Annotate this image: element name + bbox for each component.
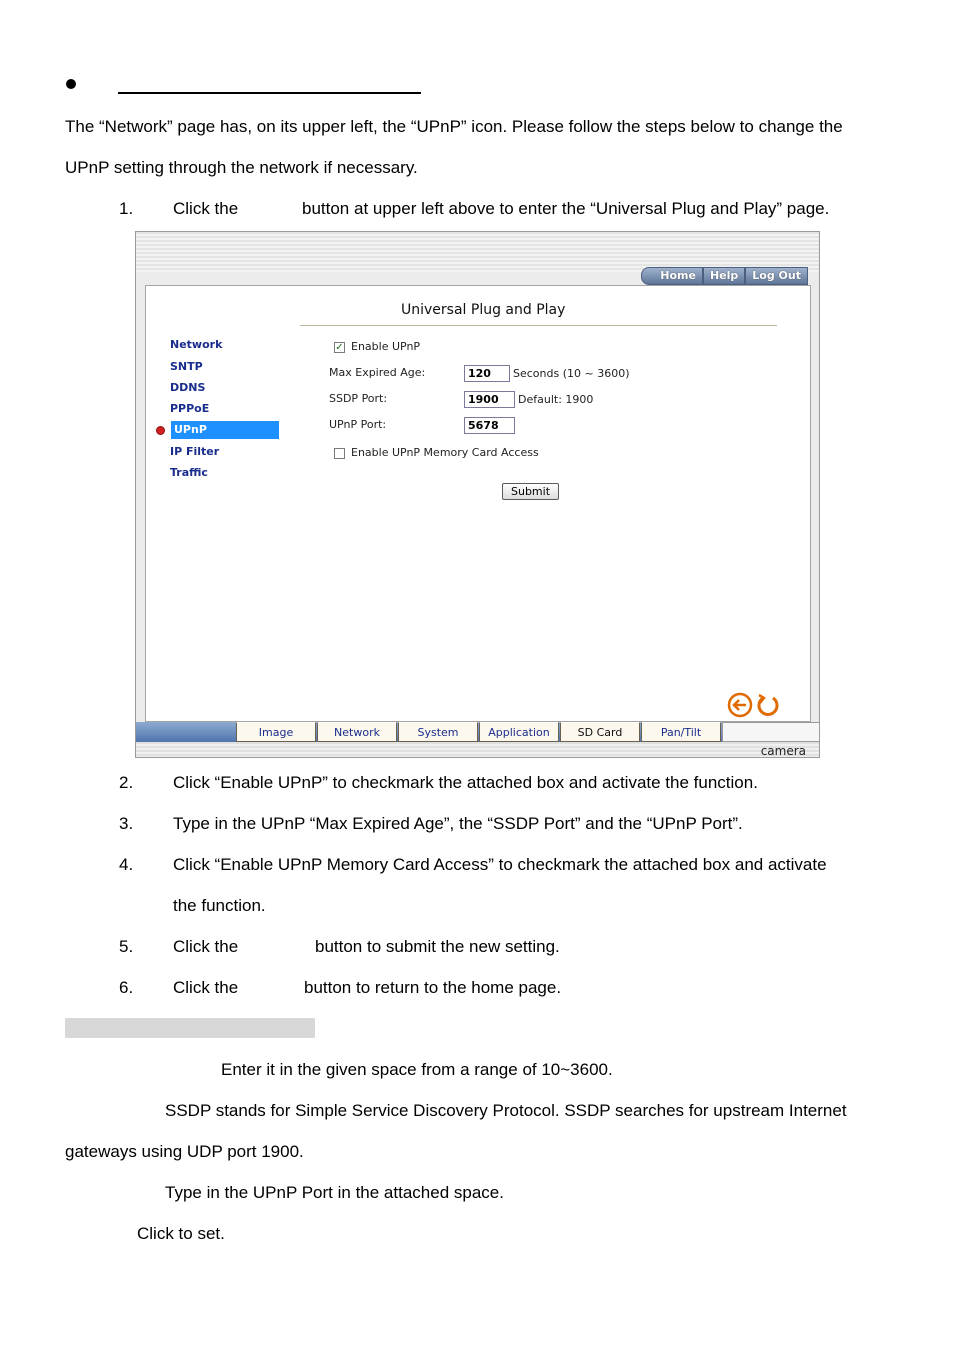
section-title-underline <box>118 92 421 94</box>
upnp-port-input[interactable]: 5678 <box>464 417 515 434</box>
step-1-number: 1. <box>119 199 134 218</box>
step-4-text-cont: the function. <box>173 896 266 915</box>
step-2-text: Click “Enable UPnP” to checkmark the attached box and activate the function. <box>173 773 758 792</box>
title-divider <box>300 325 777 326</box>
sidebar-item-upnp[interactable]: UPnP <box>171 421 279 439</box>
tab-sd-card[interactable]: SD Card <box>560 722 640 742</box>
sidebar-item-ddns[interactable]: DDNS <box>170 381 206 394</box>
step-5-after: button to submit the new setting. <box>315 937 560 956</box>
step-6-after: button to return to the home page. <box>304 978 562 997</box>
max-age-hint: Seconds (10 ~ 3600) <box>513 367 630 380</box>
max-age-description: Enter it in the given space from a range of 10~3600. <box>221 1060 613 1079</box>
back-arrow-icon[interactable] <box>727 692 753 718</box>
section-heading-bar <box>65 1018 315 1038</box>
ssdp-description-1: SSDP stands for Simple Service Discovery Protocol. SSDP searches for upstream Internet <box>165 1101 847 1120</box>
ssdp-port-label: SSDP Port: <box>329 392 388 405</box>
selected-indicator-icon <box>156 426 165 435</box>
tab-system[interactable]: System <box>398 722 478 742</box>
sidebar-item-network[interactable]: Network <box>170 338 223 351</box>
brand-label: camera <box>760 744 806 758</box>
submit-button[interactable]: Submit <box>502 483 559 500</box>
submit-description: Click to set. <box>137 1224 225 1243</box>
memory-card-checkbox[interactable] <box>334 448 345 459</box>
home-button[interactable]: Home <box>641 267 703 285</box>
step-4-text: Click “Enable UPnP Memory Card Access” to checkmark the attached box and activate <box>173 855 827 874</box>
sidebar-item-ip-filter[interactable]: IP Filter <box>170 445 220 458</box>
memory-card-label: Enable UPnP Memory Card Access <box>351 446 539 459</box>
tab-network[interactable]: Network <box>317 722 397 742</box>
upnp-port-description: Type in the UPnP Port in the attached space. <box>165 1183 504 1202</box>
page-title: Universal Plug and Play <box>401 302 566 318</box>
ssdp-port-input[interactable]: 1900 <box>464 391 515 408</box>
sidebar-item-sntp[interactable]: SNTP <box>170 360 203 373</box>
upnp-port-label: UPnP Port: <box>329 418 387 431</box>
step-6-before: Click the <box>173 978 239 997</box>
step-4-number: 4. <box>119 855 134 874</box>
bottom-tabs <box>236 722 820 742</box>
upnp-screenshot <box>135 231 820 758</box>
sidebar-item-pppoe[interactable]: PPPoE <box>170 402 210 415</box>
help-button[interactable]: Help <box>703 267 745 285</box>
intro-line-1: The “Network” page has, on its upper left, the “UPnP” icon. Please follow the steps below to change the <box>65 117 843 136</box>
content-panel <box>145 285 811 722</box>
sidebar-item-traffic[interactable]: Traffic <box>170 466 208 479</box>
max-age-label: Max Expired Age: <box>329 366 426 379</box>
step-5-number: 5. <box>119 937 134 956</box>
step-1-before: Click the <box>173 199 239 218</box>
ssdp-description-2: gateways using UDP port 1900. <box>65 1142 304 1161</box>
footer-stripes <box>136 742 819 758</box>
refresh-icon[interactable] <box>755 692 781 718</box>
tab-image[interactable]: Image <box>236 722 316 742</box>
step-2-number: 2. <box>119 773 134 792</box>
top-nav <box>641 267 808 283</box>
step-6-number: 6. <box>119 978 134 997</box>
tab-blank <box>722 722 820 742</box>
section-bullet <box>66 79 76 89</box>
enable-upnp-checkbox[interactable]: ✓ <box>335 342 344 353</box>
intro-line-2: UPnP setting through the network if necessary. <box>65 158 418 177</box>
header-stripes <box>136 232 819 272</box>
enable-upnp-label: Enable UPnP <box>351 340 421 353</box>
step-3-number: 3. <box>119 814 134 833</box>
tab-application[interactable]: Application <box>479 722 559 742</box>
max-age-input[interactable]: 120 <box>464 365 510 382</box>
ssdp-port-hint: Default: 1900 <box>518 393 594 406</box>
step-5-before: Click the <box>173 937 239 956</box>
tab-pan-tilt[interactable]: Pan/Tilt <box>641 722 721 742</box>
logout-button[interactable]: Log Out <box>745 267 808 285</box>
step-3-text: Type in the UPnP “Max Expired Age”, the “SSDP Port” and the “UPnP Port”. <box>173 814 743 833</box>
step-1-after: button at upper left above to enter the “Universal Plug and Play” page. <box>302 199 830 218</box>
